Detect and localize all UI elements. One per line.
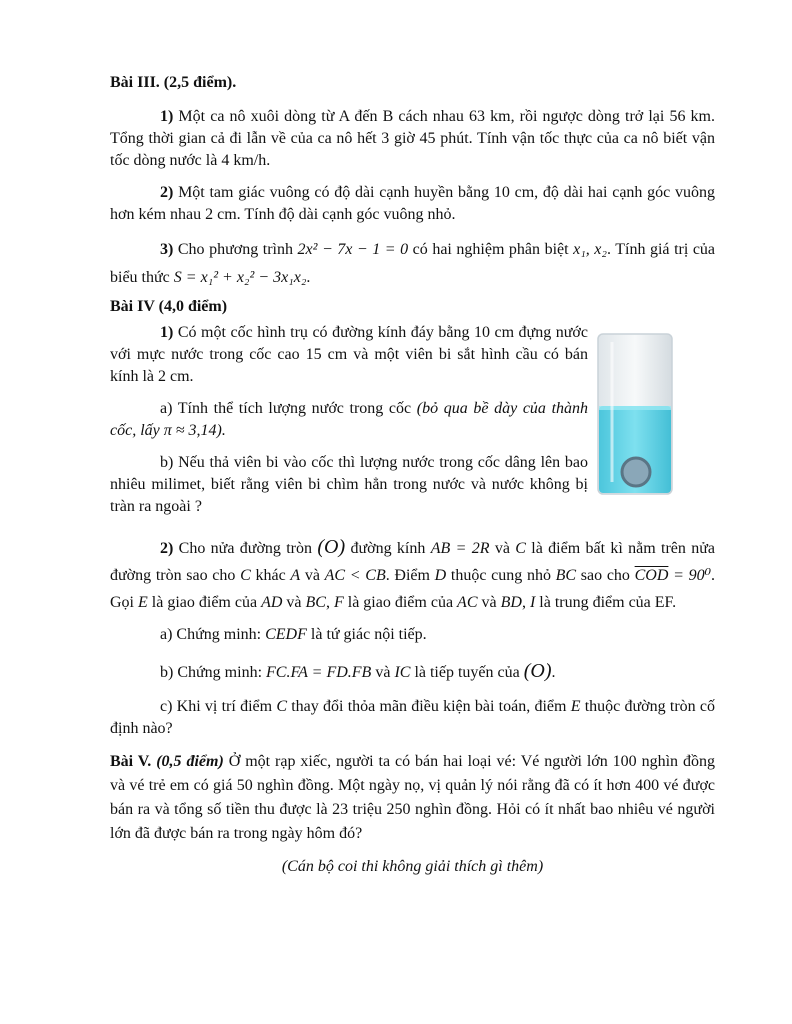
bai4-q2-text-d: là điểm bất kì nằm trên nửa đường tròn sao cho xyxy=(110,540,716,584)
bai4-q2-text-k: là giao điểm của xyxy=(147,594,262,611)
bai4-pb-circle-O: (O) xyxy=(523,660,552,682)
bai4-q2-text-r: . xyxy=(672,594,677,611)
bai4-q2-COD-value: = 90⁰ xyxy=(668,567,712,584)
bai3-q2 xyxy=(110,182,715,226)
bai4-pb-expr: FC.FA = FD.FB xyxy=(266,664,372,681)
bai4-pb-mid: và xyxy=(371,664,395,681)
bai4-q1-text: Có một cốc hình trụ có đường kính đáy bằng 10 cm đựng nước với mực nước trong cốc cao 15 cm và một viên bi sắt hình cầu có bán kính là 2 cm. xyxy=(110,324,588,385)
bai4-qa-text: a) Tính thể tích lượng nước trong cốc xyxy=(160,400,417,417)
bai4-q2-text-o: và xyxy=(477,594,501,611)
bai4-q2-BD: BD xyxy=(500,594,522,611)
bai4-q1-num: 1) xyxy=(160,324,174,341)
bai5-text: Ở một rạp xiếc, người ta có bán hai loại vé: Vé người lớn 100 nghìn đồng và vé trẻ em có giá 50 nghìn đồng. Một ngày nọ, vị quản lý nói rằng đã có ít hơn 400 vé được bán ra và tổng số tiền thu được là 23 triệu 250 nghìn đồng. Hỏi có ít nhất bao nhiêu vé người lớn đã được bán ra trong ngày hôm đó? xyxy=(110,753,715,842)
bai3-q3-text-b: có hai nghiệm phân biệt xyxy=(408,241,574,258)
bai4-pc-text-a: c) Khi vị trí điểm xyxy=(160,698,277,715)
bai4-q2-text-m: , xyxy=(325,594,334,611)
bai4-pb-end: là tiếp tuyến của xyxy=(410,664,524,681)
bai5-title: Bài V. xyxy=(110,753,152,770)
cup-figure xyxy=(588,322,715,528)
bai3-q1 xyxy=(110,106,715,172)
bai4-q2-text-l: và xyxy=(282,594,306,611)
bai4-q2-text-a: Cho nửa đường tròn xyxy=(173,540,318,557)
bai4-q1 xyxy=(110,322,588,388)
bai4-q2-BC2: BC xyxy=(305,594,326,611)
bai4-q2-circle-O: (O) xyxy=(317,536,346,558)
bai4-pb-text: b) Chứng minh: xyxy=(160,664,267,681)
bai4-pc-text-b: thay đổi thỏa mãn điều kiện bài toán, điểm xyxy=(286,698,571,715)
bai4-qb: b) Nếu thả viên bi vào cốc thì lượng nước trong cốc dâng lên bao nhiêu milimet, biết rằng viên bi chìm hẳn trong nước và nước không bị tràn ra ngoài ? xyxy=(110,454,588,515)
bai4-pa xyxy=(110,624,715,646)
bai4-q2-text-e: khác xyxy=(250,567,291,584)
bai4-q2 xyxy=(110,534,715,616)
bai4-q2-AC-CB: AC < CB xyxy=(324,567,386,584)
bai3-q3-equation: 2x² − 7x − 1 = 0 xyxy=(297,241,409,258)
bai4-q2-text-g: . Điểm xyxy=(385,567,435,584)
bai4-q2-E: E xyxy=(138,594,148,611)
bai4-q2-D: D xyxy=(434,567,447,584)
bai4-pb-dot: . xyxy=(551,664,556,681)
bai3-q3-text-c: . Tính giá trị của biểu thức xyxy=(110,241,716,286)
bai4-q2-text-h: thuộc cung nhỏ xyxy=(446,567,556,584)
bai4-pc-E: E xyxy=(570,698,581,715)
bai4-pa-end: là tứ giác nội tiếp. xyxy=(306,626,427,643)
exam-page xyxy=(110,72,715,878)
bai3-q3-num: 3) xyxy=(160,241,174,258)
bai4-pa-text: a) Chứng minh: xyxy=(160,626,266,643)
bai4-pc-C: C xyxy=(276,698,287,715)
bai4-q2-F: F xyxy=(333,594,344,611)
bai3-q3-expression: S = x₁² + x₂² − 3x₁x₂ xyxy=(173,269,307,286)
bai4-q2-A: A xyxy=(290,567,301,584)
bai4-q2-C: C xyxy=(515,540,526,557)
cup-illustration xyxy=(588,322,715,497)
bai3-q2-text: Một tam giác vuông có độ dài cạnh huyền bằng 10 cm, độ dài hai cạnh góc vuông hơn kém nhau 2 cm. Tính độ dài cạnh góc vuông nhỏ. xyxy=(110,184,715,223)
bai4-q2-I: I xyxy=(529,594,536,611)
bai4-q2-num: 2) xyxy=(160,540,174,557)
bai3-q3-end: . xyxy=(306,269,311,286)
bai4-q2-AB: AB = 2R xyxy=(430,540,490,557)
bai5 xyxy=(110,750,715,846)
bai3-q3-text-a: Cho phương trình xyxy=(173,241,298,258)
bai3-title: Bài III. (2,5 điểm). xyxy=(110,74,237,91)
bai4-qa-italic: (bỏ qua bề dày của thành cốc, lấy π ≈ 3,14). xyxy=(110,400,589,439)
iron-ball xyxy=(622,458,650,486)
bai4-pb-IC: IC xyxy=(394,664,411,681)
bai4-q2-text-p: , xyxy=(521,594,530,611)
bai4-part1-text xyxy=(110,322,588,528)
bai4-pa-expr: CEDF xyxy=(265,626,307,643)
bai4-title: Bài IV (4,0 điểm) xyxy=(110,298,228,315)
bai4-q2-C2: C xyxy=(240,567,251,584)
bai4-q2-text-c: và xyxy=(489,540,516,557)
bai4-q2-text-j: . Gọi xyxy=(110,567,716,611)
bai4-q2-text-n: là giao điểm của xyxy=(343,594,458,611)
bai4-q2-BC: BC xyxy=(555,567,577,584)
bai3-q1-num: 1) xyxy=(160,108,174,125)
bai4-q2-text-i: sao cho xyxy=(576,567,635,584)
bai4-q2-text-q: là trung điểm của xyxy=(535,594,655,611)
bai4-q2-AC: AC xyxy=(457,594,478,611)
bai3-q3 xyxy=(110,236,715,292)
bai4-pc xyxy=(110,696,715,740)
footer-note: (Cán bộ coi thi không giải thích gì thêm) xyxy=(281,858,544,875)
bai4-pb xyxy=(110,660,715,684)
bai4-q2-text-b: đường kính xyxy=(345,540,431,557)
bai4-q2-text-f: và xyxy=(300,567,325,584)
bai4-qa xyxy=(110,398,588,442)
bai4-q2-AD: AD xyxy=(261,594,283,611)
bai4-q2-EF: EF xyxy=(654,594,673,611)
bai4-q2-arc-COD: $\overline{COD}$ xyxy=(634,567,669,584)
bai5-points: (0,5 điểm) xyxy=(151,753,224,770)
bai4-pc-text-c: thuộc đường tròn cố định nào? xyxy=(110,698,715,737)
bai3-q1-text: Một ca nô xuôi dòng từ A đến B cách nhau 63 km, rồi ngược dòng trở lại 56 km. Tổng thời gian cả đi lẫn về của ca nô hết 3 giờ 45 phút. Tính vận tốc thực của ca nô biết vận tốc dòng nước là 4 km/h. xyxy=(110,108,715,169)
bai3-q2-num: 2) xyxy=(160,184,174,201)
bai3-q3-roots: x₁, x₂ xyxy=(573,241,607,258)
bai4-part1 xyxy=(110,322,715,528)
